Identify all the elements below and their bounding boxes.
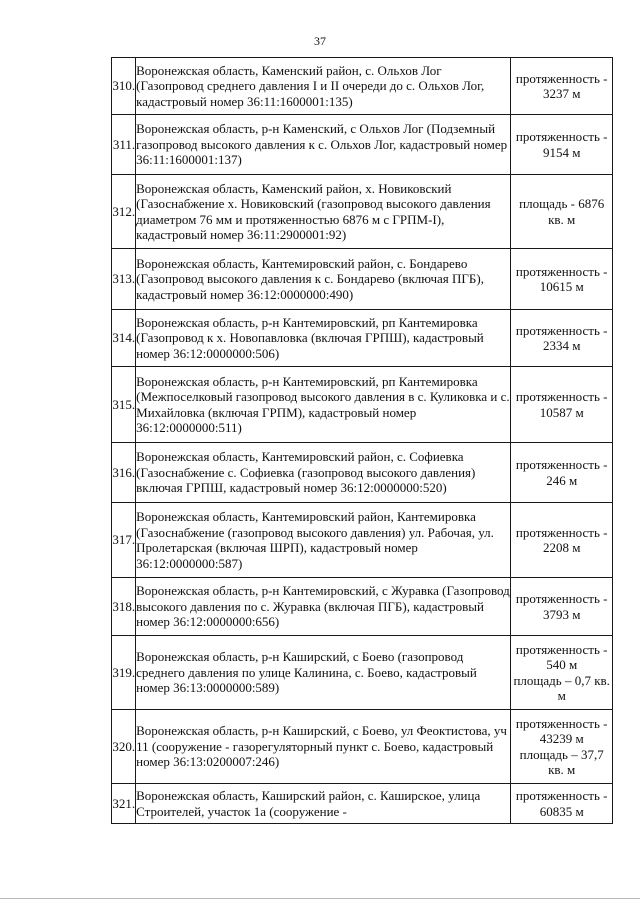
page-number: 37 <box>314 34 326 48</box>
page-bottom-edge <box>0 898 640 899</box>
measure-value: протяженность - 60835 м <box>515 788 608 819</box>
object-description: Воронежская область, Кантемировский район, с. Софиевка (Газоснабжение с. Софиевка (газопровод высокого давления) включая ГРПШ, кадастровый номер 36:12:0000000:520) <box>136 443 511 503</box>
measure-value: площадь - 6876 кв. м <box>519 196 605 227</box>
row-number: 320. <box>112 710 136 784</box>
object-description: Воронежская область, р-н Кантемировский, рп Кантемировка (Газопровод к х. Новопавловка (включая ГРПШ), кадастровый номер 36:12:0000000:506) <box>136 310 511 367</box>
table-row <box>112 443 613 503</box>
measure-value: протяженность - 10615 м <box>515 263 608 294</box>
row-number: 316. <box>112 443 136 503</box>
row-number: 318. <box>112 578 136 636</box>
measure-value: площадь – 0,7 кв. м <box>513 672 610 703</box>
row-number: 314. <box>112 310 136 367</box>
object-measure <box>511 58 613 115</box>
measure-value: протяженность - 10587 м <box>515 389 608 420</box>
object-measure <box>511 443 613 503</box>
row-number: 311. <box>112 115 136 175</box>
object-measure <box>511 784 613 824</box>
measure-value: протяженность - 3237 м <box>515 70 608 101</box>
table-row <box>112 784 613 824</box>
measure-value: протяженность - 43239 м <box>515 715 608 746</box>
object-description: Воронежская область, Кантемировский район, с. Бондарево (Газопровод высокого давления к с. Бондарево (включая ПГБ), кадастровый номер 36:12:0000000:490) <box>136 249 511 310</box>
row-number: 317. <box>112 503 136 578</box>
table-row <box>112 175 613 249</box>
row-number: 312. <box>112 175 136 249</box>
table-row <box>112 58 613 115</box>
object-measure <box>511 503 613 578</box>
table-row <box>112 310 613 367</box>
object-description: Воронежская область, р-н Каменский, с Ольхов Лог (Подземный газопровод высокого давления к с. Ольхов Лог, кадастровый номер 36:11:1600001:137) <box>136 115 511 175</box>
object-measure <box>511 175 613 249</box>
object-measure <box>511 115 613 175</box>
object-measure <box>511 310 613 367</box>
row-number: 313. <box>112 249 136 310</box>
object-description: Воронежская область, Каширский район, с. Каширское, улица Строителей, участок 1а (сооружение - <box>136 784 511 824</box>
table-row <box>112 636 613 710</box>
row-number: 310. <box>112 58 136 115</box>
measure-value: протяженность - 9154 м <box>515 129 608 160</box>
object-description: Воронежская область, р-н Кантемировский, с Журавка (Газопровод высокого давления по с. Журавка (включая ПГБ), кадастровый номер 36:12:0000000:656) <box>136 578 511 636</box>
object-measure <box>511 578 613 636</box>
object-measure <box>511 710 613 784</box>
table-row <box>112 115 613 175</box>
object-measure <box>511 367 613 443</box>
row-number: 319. <box>112 636 136 710</box>
measure-value: протяженность - 2334 м <box>515 322 608 353</box>
object-description: Воронежская область, Кантемировский район, Кантемировка (Газоснабжение (газопровод высокого давления) ул. Рабочая, ул. Пролетарская (включая ШРП), кадастровый номер 36:12:0000000:587) <box>136 503 511 578</box>
object-description: Воронежская область, р-н Кантемировский, рп Кантемировка (Межпоселковый газопровод высокого давления в с. Куликовка и с. Михайловка (включая ГРПМ), кадастровый номер 36:12:0000000:511) <box>136 367 511 443</box>
object-description: Воронежская область, Каменский район, с. Ольхов Лог (Газопровод среднего давления I и II очереди до с. Ольхов Лог, кадастровый номер 36:11:1600001:135) <box>136 58 511 115</box>
table-row <box>112 578 613 636</box>
measure-value: площадь – 37,7 кв. м <box>519 746 604 777</box>
table-row <box>112 249 613 310</box>
row-number: 321. <box>112 784 136 824</box>
object-measure <box>511 249 613 310</box>
table-row <box>112 503 613 578</box>
table-row <box>112 367 613 443</box>
measure-value: протяженность - 246 м <box>515 457 608 488</box>
measure-value: протяженность - 540 м <box>515 641 608 672</box>
registry-table <box>111 57 613 824</box>
row-number: 315. <box>112 367 136 443</box>
object-measure <box>511 636 613 710</box>
object-description: Воронежская область, р-н Каширский, с Боево (газопровод среднего давления по улице Калинина, с. Боево, кадастровый номер 36:13:0000000:589) <box>136 636 511 710</box>
object-description: Воронежская область, р-н Каширский, с Боево, ул Феоктистова, уч 11 (сооружение - газорегуляторный пункт с. Боево, кадастровый номер 36:13:0200007:246) <box>136 710 511 784</box>
measure-value: протяженность - 3793 м <box>515 591 608 622</box>
object-description: Воронежская область, Каменский район, х. Новиковский (Газоснабжение х. Новиковский (газопровод высокого давления диаметром 76 мм и протяженностью 6876 м с ГРПМ-I), кадастровый номер 36:11:2900001:92) <box>136 175 511 249</box>
table-row <box>112 710 613 784</box>
measure-value: протяженность - 2208 м <box>515 524 608 555</box>
